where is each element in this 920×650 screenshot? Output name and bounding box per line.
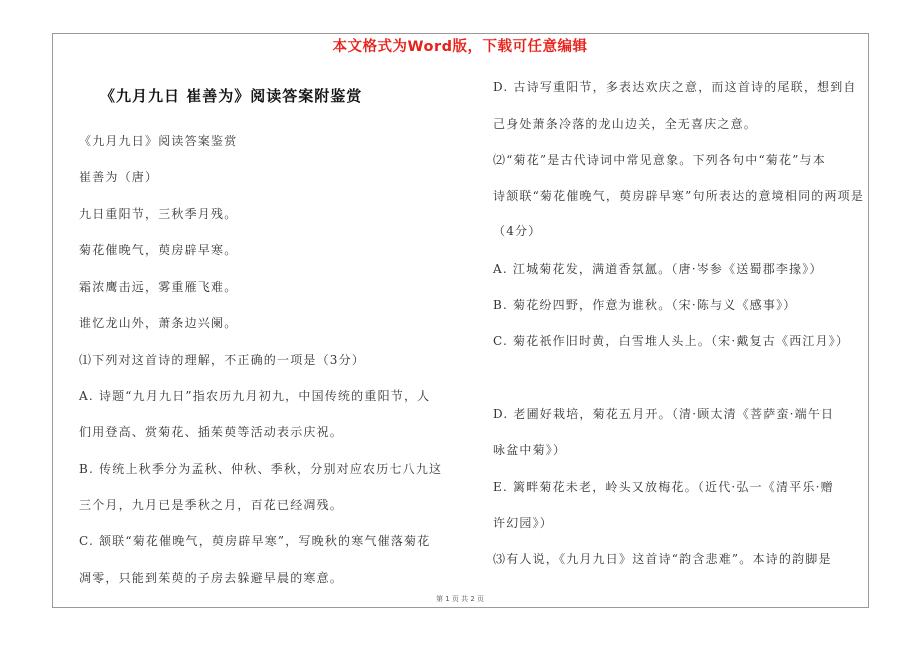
text-line: 谁忆龙山外，萧条边兴阑。 bbox=[79, 316, 238, 330]
document-title: 《九月九日 崔善为》阅读答案附鉴赏 bbox=[100, 87, 363, 105]
text-line: （4分） bbox=[493, 224, 542, 238]
text-line: ⑴下列对这首诗的理解，不正确的一项是（3分） bbox=[79, 353, 366, 367]
text-line: 霜浓鹰击远，雾重雁飞难。 bbox=[79, 280, 238, 294]
text-line: B. 传统上秋季分为孟秋、仲秋、季秋，分别对应农历七八九这 bbox=[79, 462, 443, 476]
page-number: 第 1 页 共 2 页 bbox=[435, 595, 485, 603]
text-line: D. 老圃好栽培，菊花五月开。（清·顾太清《菩萨蛮·端午日 bbox=[493, 407, 835, 421]
text-line: C. 颔联“菊花催晚气，萸房辟早寒”，写晚秋的寒气催落菊花 bbox=[79, 534, 431, 548]
text-line: B. 菊花纷四野，作意为谁秋。（宋·陈与义《感事》） bbox=[493, 298, 797, 312]
text-line: 们用登高、赏菊花、插茱萸等活动表示庆祝。 bbox=[79, 425, 344, 439]
text-line: 咏盆中菊》） bbox=[493, 443, 567, 457]
text-line: 许幻园》） bbox=[493, 516, 554, 530]
editable-banner: 本文格式为Word版，下载可任意编辑 bbox=[332, 39, 588, 55]
text-line: 《九月九日》阅读答案鉴赏 bbox=[79, 134, 238, 148]
text-line: 九日重阳节，三秋季月残。 bbox=[79, 207, 238, 221]
text-line: ⑶有人说，《九月九日》这首诗“韵含悲难”。本诗的韵脚是 bbox=[493, 552, 832, 566]
text-line: 诗颔联“菊花催晚气，萸房辟早寒”句所表达的意境相同的两项是 bbox=[493, 189, 865, 203]
text-line: A. 诗题“九月九日”指农历九月初九，中国传统的重阳节，人 bbox=[79, 389, 431, 403]
text-line: 三个月，九月已是季秋之月，百花已经凋残。 bbox=[79, 498, 344, 512]
text-line: 凋零，只能到茱萸的子房去躲避早晨的寒意。 bbox=[79, 571, 344, 585]
text-line: 崔善为（唐） bbox=[79, 170, 159, 184]
text-line: C. 菊花祇作旧时黄，白雪堆人头上。（宋·戴复古《西江月》） bbox=[493, 334, 850, 348]
text-line: A. 江城菊花发，满道香氛氲。（唐·岑参《送蜀郡李掾》） bbox=[493, 262, 823, 276]
text-line: ⑵“菊花”是古代诗词中常见意象。下列各句中“菊花”与本 bbox=[493, 153, 826, 167]
text-line: E. 篱畔菊花未老，岭头又放梅花。（近代·弘一《清平乐·赠 bbox=[493, 480, 834, 494]
text-line: D. 古诗写重阳节，多表达欢庆之意，而这首诗的尾联，想到自 bbox=[493, 80, 857, 94]
text-line: 己身处萧条冷落的龙山边关，全无喜庆之意。 bbox=[493, 117, 758, 131]
text-line: 菊花催晚气，萸房辟早寒。 bbox=[79, 243, 238, 257]
